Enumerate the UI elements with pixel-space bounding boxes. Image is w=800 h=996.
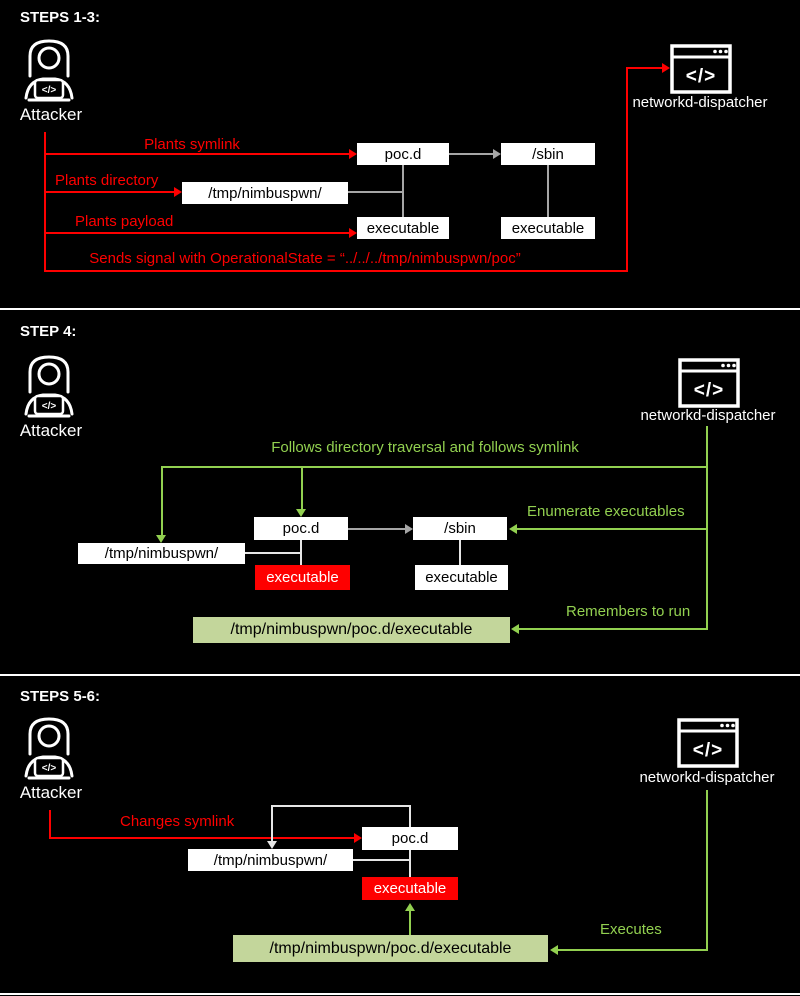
box-executable-planted: executable (357, 217, 449, 239)
dispatcher-label: networkd-dispatcher (640, 407, 776, 424)
enumerate-line (517, 528, 707, 530)
panel3-title: STEPS 5-6: (20, 688, 101, 705)
run-arrowhead (405, 903, 415, 911)
run-line (409, 911, 411, 935)
window-code-glyph: </> (685, 66, 717, 87)
pocd-to-exec-line (300, 540, 302, 565)
result-path-box: /tmp/nimbuspwn/poc.d/executable (233, 935, 548, 962)
dispatcher-label: networkd-dispatcher (632, 94, 768, 111)
remembers-line (519, 628, 707, 630)
follows-pocd-arrowhead (296, 509, 306, 517)
executes-label: Executes (600, 921, 662, 938)
box-executable-legit: executable (501, 217, 595, 239)
box-sbin: /sbin (501, 143, 595, 165)
box-executable-planted: executable (255, 565, 350, 590)
box-pocd: poc.d (357, 143, 449, 165)
dispatcher-trunk-line (706, 790, 708, 950)
sends-signal-label: Sends signal with OperationalState = “../../../tmp/nimbuspwn/poc” (89, 250, 521, 267)
plants-directory-line (45, 191, 174, 193)
plants-symlink-line (45, 153, 349, 155)
pocd-to-sbin-line (449, 153, 493, 155)
panel-divider-1 (0, 308, 800, 310)
executes-arrowhead (550, 945, 558, 955)
sends-signal-line-top (626, 67, 662, 69)
attacker-label: Attacker (19, 421, 83, 440)
follows-branch-tmp (161, 466, 163, 535)
dispatcher-icon (670, 44, 732, 94)
executes-line (558, 949, 708, 951)
tmp-to-pocd-line (245, 552, 302, 554)
attacker-icon (18, 712, 80, 782)
laptop-code-glyph: </> (41, 85, 57, 96)
sbin-to-exec-line (547, 165, 549, 217)
follows-label: Follows directory traversal and follows symlink (271, 439, 579, 456)
pocd-to-sbin-arrowhead (405, 524, 413, 534)
box-pocd: poc.d (362, 827, 458, 850)
box-executable-legit: executable (415, 565, 508, 590)
pocd-to-exec-line (409, 850, 411, 877)
box-tmp-dir: /tmp/nimbuspwn/ (182, 182, 348, 204)
attacker-label: Attacker (19, 783, 83, 802)
box-sbin: /sbin (413, 517, 507, 540)
window-code-glyph: </> (692, 740, 724, 761)
attacker-icon (18, 350, 80, 420)
tmp-arrowhead (267, 841, 277, 849)
remembers-label: Remembers to run (566, 603, 691, 620)
bottom-border (0, 993, 800, 995)
changes-symlink-label: Changes symlink (120, 813, 235, 830)
pocd-to-sbin-arrowhead (493, 149, 501, 159)
tmp-to-pocd-line (348, 191, 404, 193)
attacker-trunk-line (49, 810, 51, 839)
laptop-code-glyph: </> (41, 763, 57, 774)
plants-symlink-arrowhead (349, 149, 357, 159)
laptop-code-glyph: </> (41, 401, 57, 412)
attacker-icon (18, 34, 80, 104)
box-executable-planted: executable (362, 877, 458, 900)
tmp-drop-line (271, 805, 273, 843)
panel2-title: STEP 4: (20, 323, 77, 340)
changes-symlink-arrowhead (354, 833, 362, 843)
pocd-to-tmp-line-h (271, 805, 411, 807)
box-tmp-dir: /tmp/nimbuspwn/ (78, 543, 245, 564)
sbin-to-exec-line (459, 540, 461, 565)
plants-payload-label: Plants payload (75, 213, 174, 230)
plants-payload-line (45, 232, 349, 234)
box-tmp-dir: /tmp/nimbuspwn/ (188, 849, 353, 871)
window-dots-icon (713, 50, 717, 54)
window-dots-icon (720, 724, 724, 728)
enumerate-arrowhead (509, 524, 517, 534)
changes-symlink-line (49, 837, 354, 839)
dispatcher-label: networkd-dispatcher (639, 769, 775, 786)
pocd-to-tmp-line-v (409, 805, 411, 828)
plants-directory-label: Plants directory (55, 172, 159, 189)
tmp-to-pocd-line (353, 859, 410, 861)
panel1-title: STEPS 1-3: (20, 9, 101, 26)
window-dots-icon (721, 364, 725, 368)
plants-payload-arrowhead (349, 228, 357, 238)
dispatcher-icon (678, 358, 740, 408)
follows-line-h (161, 466, 707, 468)
follows-branch-pocd (301, 466, 303, 509)
remembers-arrowhead (511, 624, 519, 634)
pocd-to-sbin-line (348, 528, 405, 530)
sends-signal-line-v (626, 67, 628, 272)
pocd-to-exec-line (402, 165, 404, 217)
attacker-label: Attacker (19, 105, 83, 124)
plants-symlink-label: Plants symlink (144, 136, 240, 153)
box-pocd: poc.d (254, 517, 348, 540)
window-code-glyph: </> (693, 380, 725, 401)
panel-divider-2 (0, 674, 800, 676)
result-path-box: /tmp/nimbuspwn/poc.d/executable (193, 617, 510, 643)
sends-signal-line-h (45, 270, 628, 272)
sends-signal-arrowhead (662, 63, 670, 73)
follows-tmp-arrowhead (156, 535, 166, 543)
enumerate-label: Enumerate executables (527, 503, 685, 520)
plants-directory-arrowhead (174, 187, 182, 197)
dispatcher-icon (677, 718, 739, 768)
